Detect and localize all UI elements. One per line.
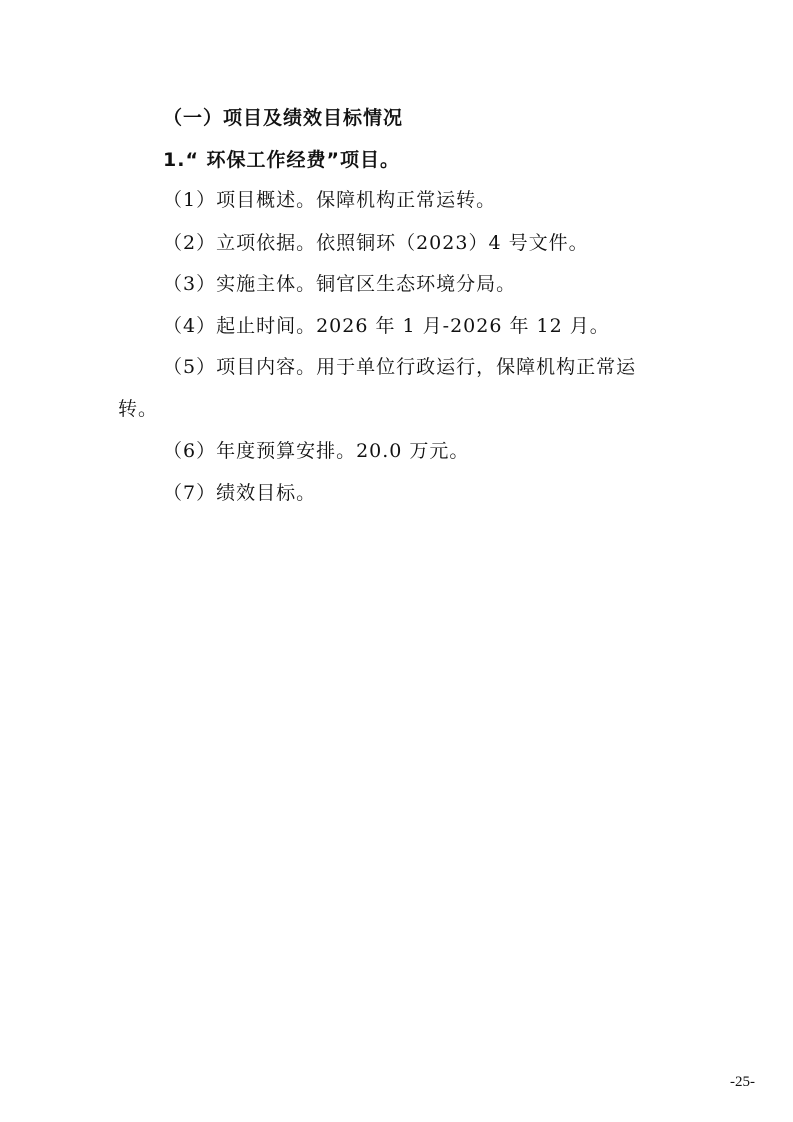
paragraph-period: （4）起止时间。2026 年 1 月-2026 年 12 月。 bbox=[163, 315, 610, 337]
paragraph-subject: （3）实施主体。铜官区生态环境分局。 bbox=[163, 273, 517, 295]
paragraph-budget: （6）年度预算安排。20.0 万元。 bbox=[163, 440, 470, 462]
paragraph-overview: （1）项目概述。保障机构正常运转。 bbox=[163, 189, 497, 211]
paragraph-basis: （2）立项依据。依照铜环（2023）4 号文件。 bbox=[163, 232, 589, 254]
page-number: -25- bbox=[730, 1074, 755, 1090]
paragraph-goals: （7）绩效目标。 bbox=[163, 482, 317, 504]
paragraph-content: （5）项目内容。用于单位行政运行，保障机构正常运 bbox=[163, 356, 637, 378]
item-title: 1.“ 环保工作经费”项目。 bbox=[163, 149, 401, 171]
section-heading: （一）项目及绩效目标情况 bbox=[163, 107, 404, 129]
paragraph-content-continued: 转。 bbox=[118, 398, 159, 420]
